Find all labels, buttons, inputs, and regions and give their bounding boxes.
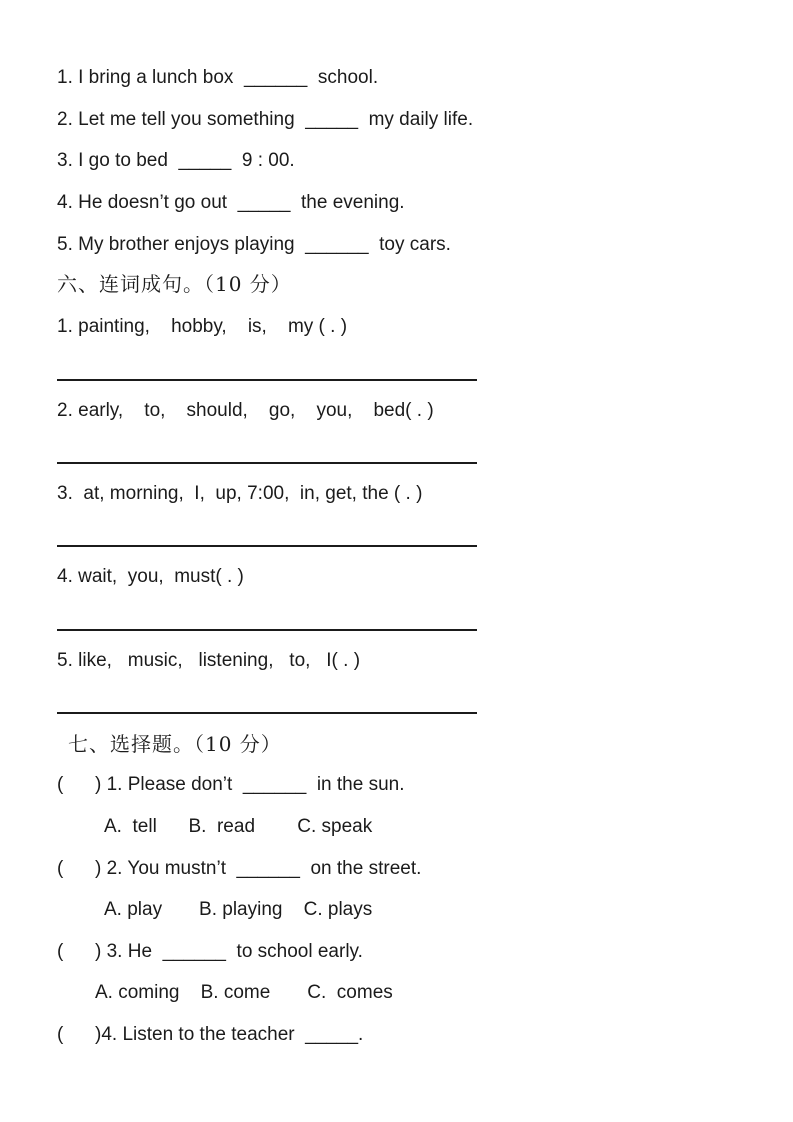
section-six-title: 六、连词成句。（10 分）	[57, 272, 292, 296]
mcq-3-options: A. coming B. come C. comes	[95, 982, 393, 1003]
word-order-item-5: 5. like, music, listening, to, I( . )	[57, 650, 361, 671]
answer-line-5	[57, 712, 477, 714]
fill-blank-item-3: 3. I go to bed _____ 9 : 00.	[57, 150, 295, 171]
mcq-2-options: A. play B. playing C. plays	[104, 899, 373, 920]
fill-blank-item-2: 2. Let me tell you something _____ my daily life.	[57, 109, 474, 130]
mcq-1-stem: ( ) 1. Please don’t ______ in the sun.	[57, 774, 405, 795]
mcq-2-stem: ( ) 2. You mustn’t ______ on the street.	[57, 858, 422, 879]
word-order-item-4: 4. wait, you, must( . )	[57, 566, 244, 587]
answer-line-4	[57, 629, 477, 631]
mcq-4-stem: ( )4. Listen to the teacher _____.	[57, 1024, 364, 1045]
answer-line-2	[57, 462, 477, 464]
fill-blank-item-5: 5. My brother enjoys playing ______ toy cars.	[57, 234, 451, 255]
word-order-item-3: 3. at, morning, I, up, 7:00, in, get, the ( . )	[57, 483, 423, 504]
word-order-item-2: 2. early, to, should, go, you, bed( . )	[57, 400, 434, 421]
answer-line-1	[57, 379, 477, 381]
word-order-item-1: 1. painting, hobby, is, my ( . )	[57, 316, 348, 337]
fill-blank-item-1: 1. I bring a lunch box ______ school.	[57, 67, 379, 88]
fill-blank-item-4: 4. He doesn’t go out _____ the evening.	[57, 192, 405, 213]
mcq-3-stem: ( ) 3. He ______ to school early.	[57, 941, 363, 962]
mcq-1-options: A. tell B. read C. speak	[104, 816, 373, 837]
answer-line-3	[57, 545, 477, 547]
section-seven-title: 七、选择题。（10 分）	[68, 732, 282, 756]
